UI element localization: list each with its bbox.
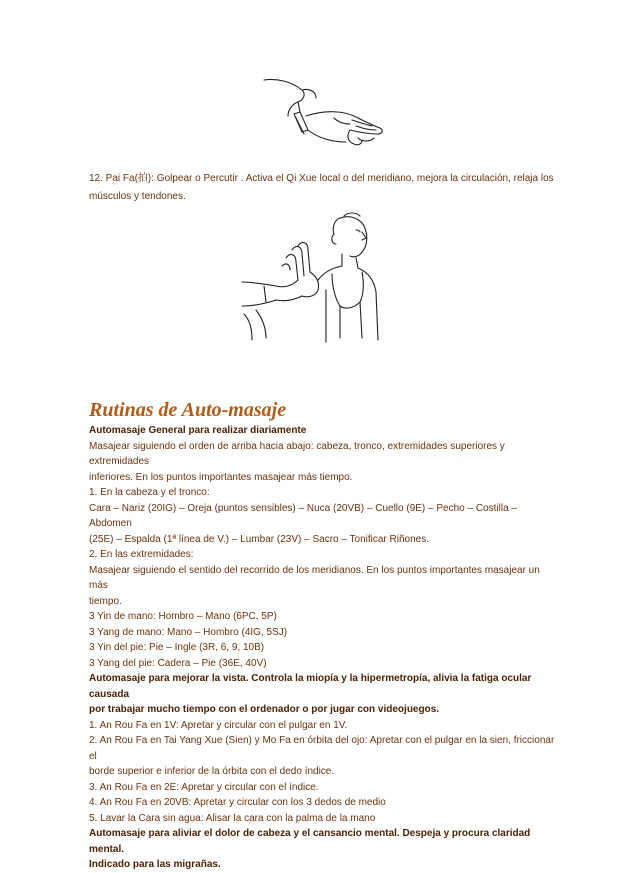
routine-text-line: 3 Yin de mano: Hombro – Mano (6PC, 5P) [89,611,277,622]
hands-pat-illustration [258,76,390,158]
pai-fa-caption [89,170,559,206]
routine-heading-line: Indicado para las migrañas. [89,859,221,870]
section-title: Rutinas de Auto-masaje [89,399,287,421]
routine-text-line: 3. An Rou Fa en 2E: Apretar y circular con el índice. [89,781,319,793]
routine-text-line: 1. An Rou Fa en 1V: Apretar y circular con el pulgar en 1V. [89,719,348,731]
routine-text-line: inferiores. En los puntos importantes masajear más tiempo. [89,471,353,483]
routine-text-line: Masajear siguiendo el orden de arriba hacia abajo: cabeza, tronco, extremidades superiores y extremidades [89,440,505,467]
shoulder-pat-illustration [236,210,386,350]
automasaje-routines-text [89,423,559,873]
routine-heading-line: por trabajar mucho tiempo con el ordenador o por jugar con videojuegos. [89,704,440,715]
routine-text-line: 2. En las extremidades: [89,549,194,560]
routine-text-line: Cara – Nariz (20IG) – Oreja (puntos sensibles) – Nuca (20VB) – Cuello (9E) – Pecho – Costilla – Abdomen [89,502,517,529]
routine-text-line: 3 Yang de mano: Mano – Hombro (4IG, 5SJ) [89,626,288,638]
routine-text-line: (25E) – Espalda (1ª línea de V.) – Lumbar (23V) – Sacro – Tonificar Riñones. [89,533,429,545]
routine-text-line: 1. En la cabeza y el tronco: [89,487,210,498]
caption-line-1: 12. Pai Fa(拍): Golpear o Percutir . Activa el Qi Xue local o del meridiano, mejora la circulación, relaja los [89,173,554,184]
routine-text-line: 3 Yin del pie: Pie – Ingle (3R, 6, 9, 10B) [89,642,265,653]
routine-text-line: borde superior e inferior de la órbita con el dedo índice. [89,766,335,777]
routine-heading-line: Automasaje General para realizar diariamente [89,425,307,436]
routine-text-line: 4. An Rou Fa en 20VB: Apretar y circular con los 3 dedos de medio [89,797,386,808]
routine-heading-line: Automasaje para aliviar el dolor de cabeza y el cansancio mental. Despeja y procura claridad mental. [89,828,531,855]
routine-heading-line: Automasaje para mejorar la vista. Controla la miopía y la hipermetropía, alivia la fatiga ocular causada [89,673,532,700]
caption-line-2: músculos y tendones. [89,191,186,202]
routine-text-line: 5. Lavar la Cara sin agua: Alisar la cara con la palma de la mano [89,812,376,824]
routine-text-line: tiempo. [89,595,122,607]
routine-text-line: 3 Yang del pie: Cadera – Pie (36E, 40V) [89,657,267,669]
routine-text-line: Masajear siguiendo el sentido del recorrido de los meridianos. En los puntos importantes masajear un más [89,564,540,591]
routine-text-line: 2. An Rou Fa en Tai Yang Xue (Sien) y Mo Fa en órbita del ojo: Apretar con el pulgar en la sien, friccionar el [89,735,555,762]
